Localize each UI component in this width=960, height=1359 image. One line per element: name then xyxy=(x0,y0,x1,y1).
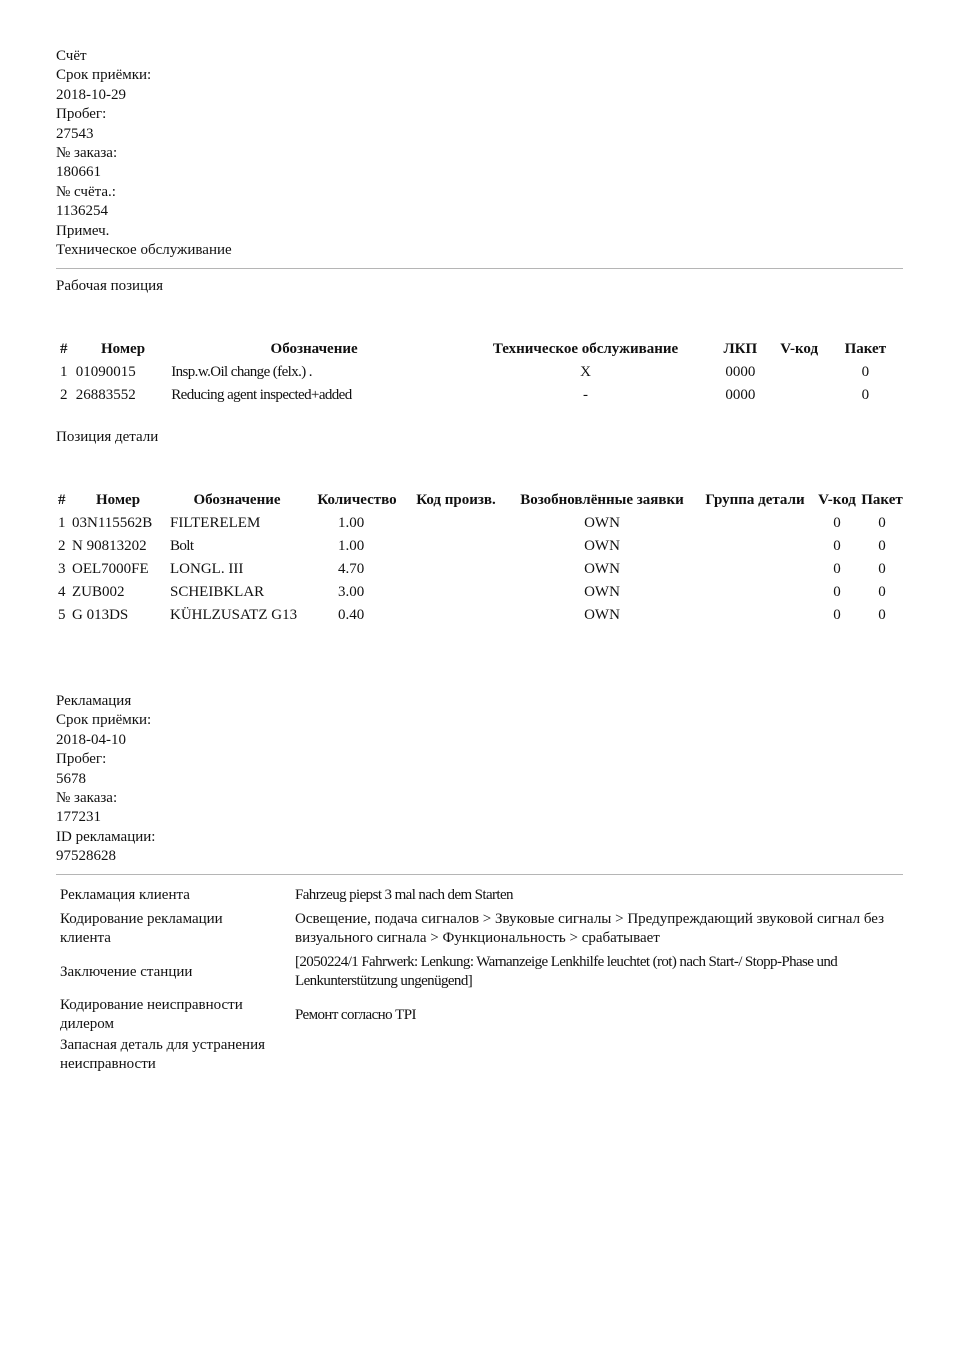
table-header-row xyxy=(60,337,900,361)
cell: 2 xyxy=(60,387,68,403)
col-header: # xyxy=(58,491,66,508)
cell: 0.40 xyxy=(338,607,365,623)
field-value: 5678 xyxy=(56,770,86,787)
table-row xyxy=(60,361,900,384)
cell: 26883552 xyxy=(75,387,136,403)
cell: 0 xyxy=(878,515,886,531)
invoice-title: Счёт xyxy=(56,48,87,64)
claim-label: Кодирование рекламации клиента xyxy=(60,911,223,946)
work-positions-table xyxy=(60,337,900,407)
col-header: Пакет xyxy=(844,340,887,357)
field-value: 180661 xyxy=(56,164,101,181)
table-row xyxy=(58,512,904,535)
cell xyxy=(404,558,508,581)
claim-value xyxy=(295,1036,890,1074)
field-value: 2018-10-29 xyxy=(56,86,126,103)
cell: OWN xyxy=(584,538,620,554)
col-header: Возобновлённые заявки xyxy=(520,491,684,508)
parts-title: Позиция детали xyxy=(56,429,159,445)
invoice-header xyxy=(56,47,232,260)
cell: 1.00 xyxy=(338,538,365,554)
col-header: Номер xyxy=(95,491,141,508)
cell: 0 xyxy=(861,364,870,380)
cell xyxy=(404,512,508,535)
cell xyxy=(696,581,814,604)
claim-row xyxy=(60,910,890,953)
cell: OWN xyxy=(584,515,620,531)
claim-label: Кодирование неисправности дилером xyxy=(60,997,243,1032)
col-header: Обозначение xyxy=(270,340,358,357)
claim-value: Fahrzeug piepst 3 mal nach dem Starten xyxy=(295,887,513,903)
claim-value: Ремонт согласно TPI xyxy=(295,1006,416,1023)
claim-row xyxy=(60,996,890,1036)
cell: KÜHLZUSATZ G13 xyxy=(170,607,298,623)
field-label: Срок приёмки: xyxy=(56,67,152,84)
cell: 0 xyxy=(833,584,841,600)
claim-label: Заключение станции xyxy=(60,963,193,980)
cell xyxy=(696,512,814,535)
cell: OWN xyxy=(584,607,620,623)
field-label: Пробег: xyxy=(56,751,107,768)
claim-row xyxy=(60,886,890,910)
cell: X xyxy=(580,364,591,380)
claim-label: Запасная деталь для устранения неисправности xyxy=(60,1037,266,1072)
cell: 1.00 xyxy=(338,515,365,531)
field-value: 2018-04-10 xyxy=(56,731,126,748)
claim-header xyxy=(56,692,155,867)
col-header: Номер xyxy=(100,340,146,357)
cell xyxy=(768,384,831,407)
table-row xyxy=(58,604,904,627)
cell xyxy=(696,604,814,627)
table-row xyxy=(58,535,904,558)
field-label: № заказа: xyxy=(56,145,118,162)
cell: - xyxy=(583,387,588,403)
cell: ZUB002 xyxy=(72,584,125,600)
table-row xyxy=(60,384,900,407)
col-header: Код произв. xyxy=(416,491,496,508)
cell: 0000 xyxy=(725,364,756,380)
col-header: V-код xyxy=(780,340,819,357)
cell: 4.70 xyxy=(338,561,365,577)
cell: G 013DS xyxy=(72,607,129,623)
work-positions-title: Рабочая позиция xyxy=(56,278,164,294)
field-label: ID рекламации: xyxy=(56,828,156,845)
cell: OWN xyxy=(584,561,620,577)
cell: Insp.w.Oil change (felx.) . xyxy=(171,364,312,380)
table-row xyxy=(58,581,904,604)
field-label: № счёта.: xyxy=(56,183,116,200)
claim-title: Рекламация xyxy=(56,693,132,709)
cell: 0 xyxy=(833,515,841,531)
cell: 0 xyxy=(833,607,841,623)
claim-row xyxy=(60,1036,890,1074)
col-header: Пакет xyxy=(861,491,903,508)
cell xyxy=(404,581,508,604)
field-value: 27543 xyxy=(56,125,94,142)
cell: 3.00 xyxy=(338,584,365,600)
table-header-row xyxy=(58,488,904,512)
field-value: Техническое обслуживание xyxy=(56,242,232,259)
divider xyxy=(56,268,903,269)
cell: N 90813202 xyxy=(72,538,147,554)
claim-details-table xyxy=(60,886,890,1074)
cell: 0 xyxy=(878,538,886,554)
cell xyxy=(404,604,508,627)
cell xyxy=(696,535,814,558)
cell: 1 xyxy=(58,515,66,531)
claim-value: Освещение, подача сигналов > Звуковые сигналы > Предупреждающий звуковой сигнал без визуального сигнала > Функциональность > срабатывает xyxy=(295,911,885,946)
cell: OEL7000FE xyxy=(72,561,149,577)
cell: 0000 xyxy=(725,387,756,403)
field-value: 1136254 xyxy=(56,203,108,220)
cell: 03N115562B xyxy=(72,515,153,531)
claim-row xyxy=(60,953,890,996)
field-value: 177231 xyxy=(56,809,101,826)
cell: 4 xyxy=(58,584,66,600)
col-header: Группа детали xyxy=(705,491,805,508)
cell: Bolt xyxy=(170,538,194,554)
cell: 0 xyxy=(878,607,886,623)
col-header: Обозначение xyxy=(193,491,281,508)
cell xyxy=(768,361,831,384)
cell xyxy=(696,558,814,581)
col-header: V-код xyxy=(818,491,856,508)
cell: 2 xyxy=(58,538,66,554)
field-label: Пробег: xyxy=(56,106,107,123)
cell: Reducing agent inspected+added xyxy=(171,387,352,403)
cell: 3 xyxy=(58,561,66,577)
col-header: Количество xyxy=(317,491,397,508)
divider xyxy=(56,874,903,875)
claim-value: [2050224/1 Fahrwerk: Lenkung: Warnanzeige Lenkhilfe leuchtet (rot) nach Start-/ Stopp-Phase und Lenkunterstützung ungenügend] xyxy=(295,954,838,989)
cell: 1 xyxy=(60,364,68,380)
cell: 0 xyxy=(878,584,886,600)
cell: 0 xyxy=(861,387,870,403)
field-value: 97528628 xyxy=(56,848,116,865)
cell: 0 xyxy=(878,561,886,577)
cell: LONGL. III xyxy=(170,561,244,577)
cell: 5 xyxy=(58,607,66,623)
cell: 0 xyxy=(833,538,841,554)
col-header: # xyxy=(60,340,68,357)
cell: 0 xyxy=(833,561,841,577)
col-header: Техническое обслуживание xyxy=(492,340,679,357)
field-label: № заказа: xyxy=(56,790,118,807)
field-label: Срок приёмки: xyxy=(56,712,152,729)
cell xyxy=(404,535,508,558)
field-label: Примеч. xyxy=(56,222,110,239)
parts-table xyxy=(58,488,904,627)
cell: 01090015 xyxy=(75,364,136,380)
table-row xyxy=(58,558,904,581)
col-header: ЛКП xyxy=(723,340,758,357)
cell: OWN xyxy=(584,584,620,600)
claim-label: Рекламация клиента xyxy=(60,887,190,903)
cell: SCHEIBKLAR xyxy=(170,584,265,600)
cell: FILTERELEM xyxy=(170,515,261,531)
